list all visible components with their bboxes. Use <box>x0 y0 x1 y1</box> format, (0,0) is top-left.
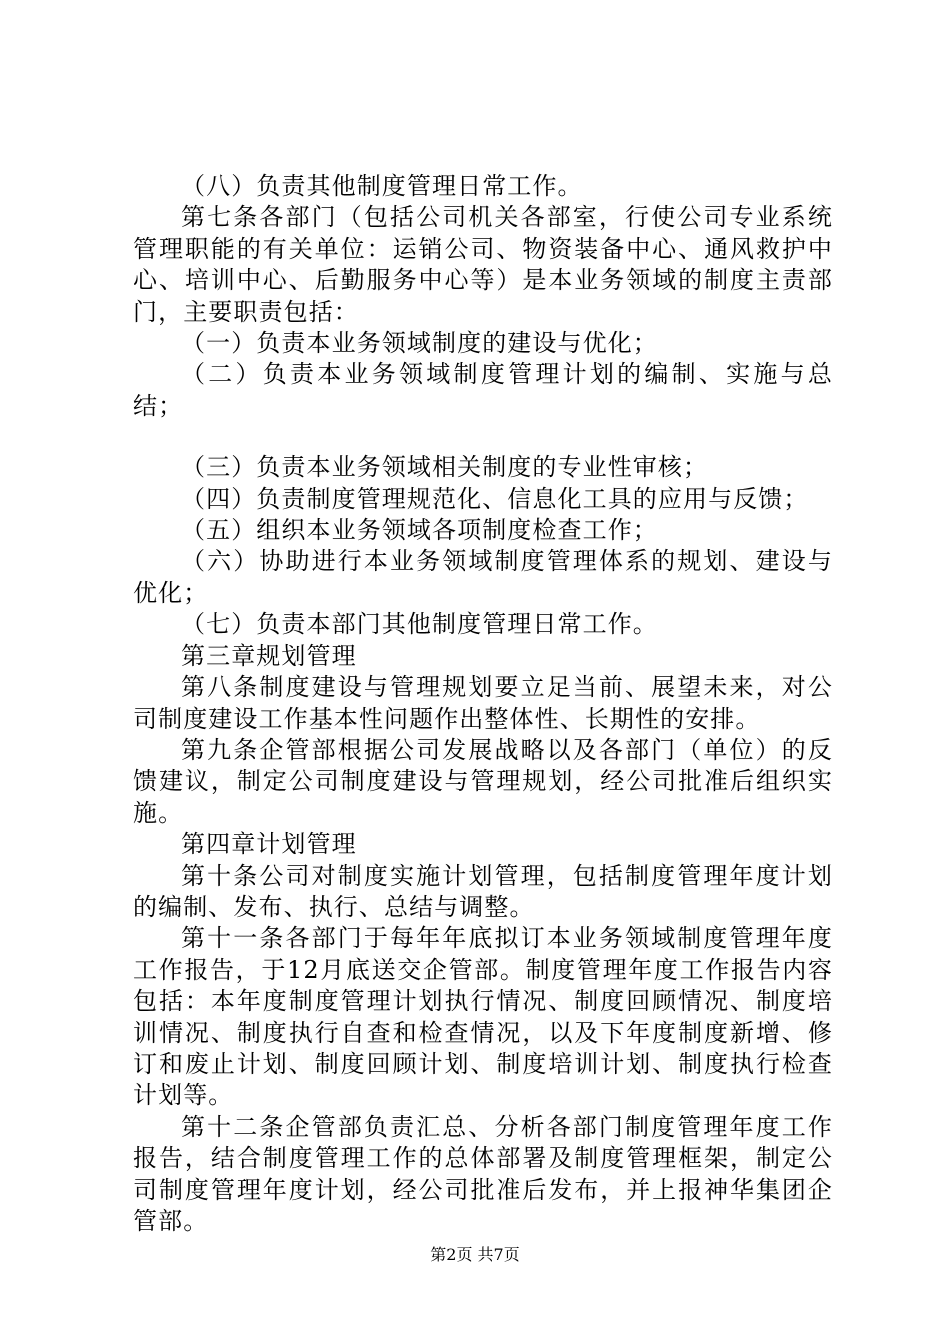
chapter-heading-3: 第三章规划管理 <box>181 641 357 670</box>
chapter-heading-4: 第四章计划管理 <box>181 830 357 859</box>
paragraph-article-12: 第十二条企管部负责汇总、分析各部门制度管理年度工作报告，结合制度管理工作的总体部署及制度管理框架，制定公司制度管理年度计划，经公司批准后发布，并上报神华集团企管部。 <box>133 1112 833 1235</box>
paragraph-item-4: （四）负责制度管理规范化、信息化工具的应用与反馈； <box>181 484 809 513</box>
document-body <box>133 171 833 1237</box>
paragraph-item-2: （二）负责本业务领域制度管理计划的编制、实施与总结； <box>133 360 833 420</box>
paragraph-article-9: 第九条企管部根据公司发展战略以及各部门（单位）的反馈建议，制定公司制度建设与管理规划，经公司批准后组织实施。 <box>133 735 833 827</box>
paragraph-item-7: （七）负责本部门其他制度管理日常工作。 <box>181 610 658 639</box>
paragraph-article-11: 第十一条各部门于每年年底拟订本业务领域制度管理年度工作报告，于12月底送交企管部。制度管理年度工作报告内容包括：本年度制度管理计划执行情况、制度回顾情况、制度培训情况、制度执行自查和检查情况，以及下年度制度新增、修订和废止计划、制度回顾计划、制度培训计划、制度执行检查计划等。 <box>133 924 833 1110</box>
paragraph-item-3: （三）负责本业务领域相关制度的专业性审核； <box>181 453 709 482</box>
paragraph-item-8: （八）负责其他制度管理日常工作。 <box>181 172 583 200</box>
paragraph-article-8: 第八条制度建设与管理规划要立足当前、展望未来，对公司制度建设工作基本性问题作出整体性、长期性的安排。 <box>133 673 833 733</box>
paragraph-item-6: （六）协助进行本业务领域制度管理体系的规划、建设与优化； <box>133 547 833 607</box>
page-footer: 第2页 共7页 <box>430 1245 520 1264</box>
paragraph-article-7: 第七条各部门（包括公司机关各部室，行使公司专业系统管理职能的有关单位：运销公司、物资装备中心、通风救护中心、培训中心、后勤服务中心等）是本业务领域的制度主责部门，主要职责包括： <box>133 203 833 326</box>
paragraph-item-1: （一）负责本业务领域制度的建设与优化； <box>181 329 658 358</box>
paragraph-article-10: 第十条公司对制度实施计划管理，包括制度管理年度计划的编制、发布、执行、总结与调整。 <box>133 861 833 921</box>
paragraph-item-5: （五）组织本业务领域各项制度检查工作； <box>181 516 658 545</box>
